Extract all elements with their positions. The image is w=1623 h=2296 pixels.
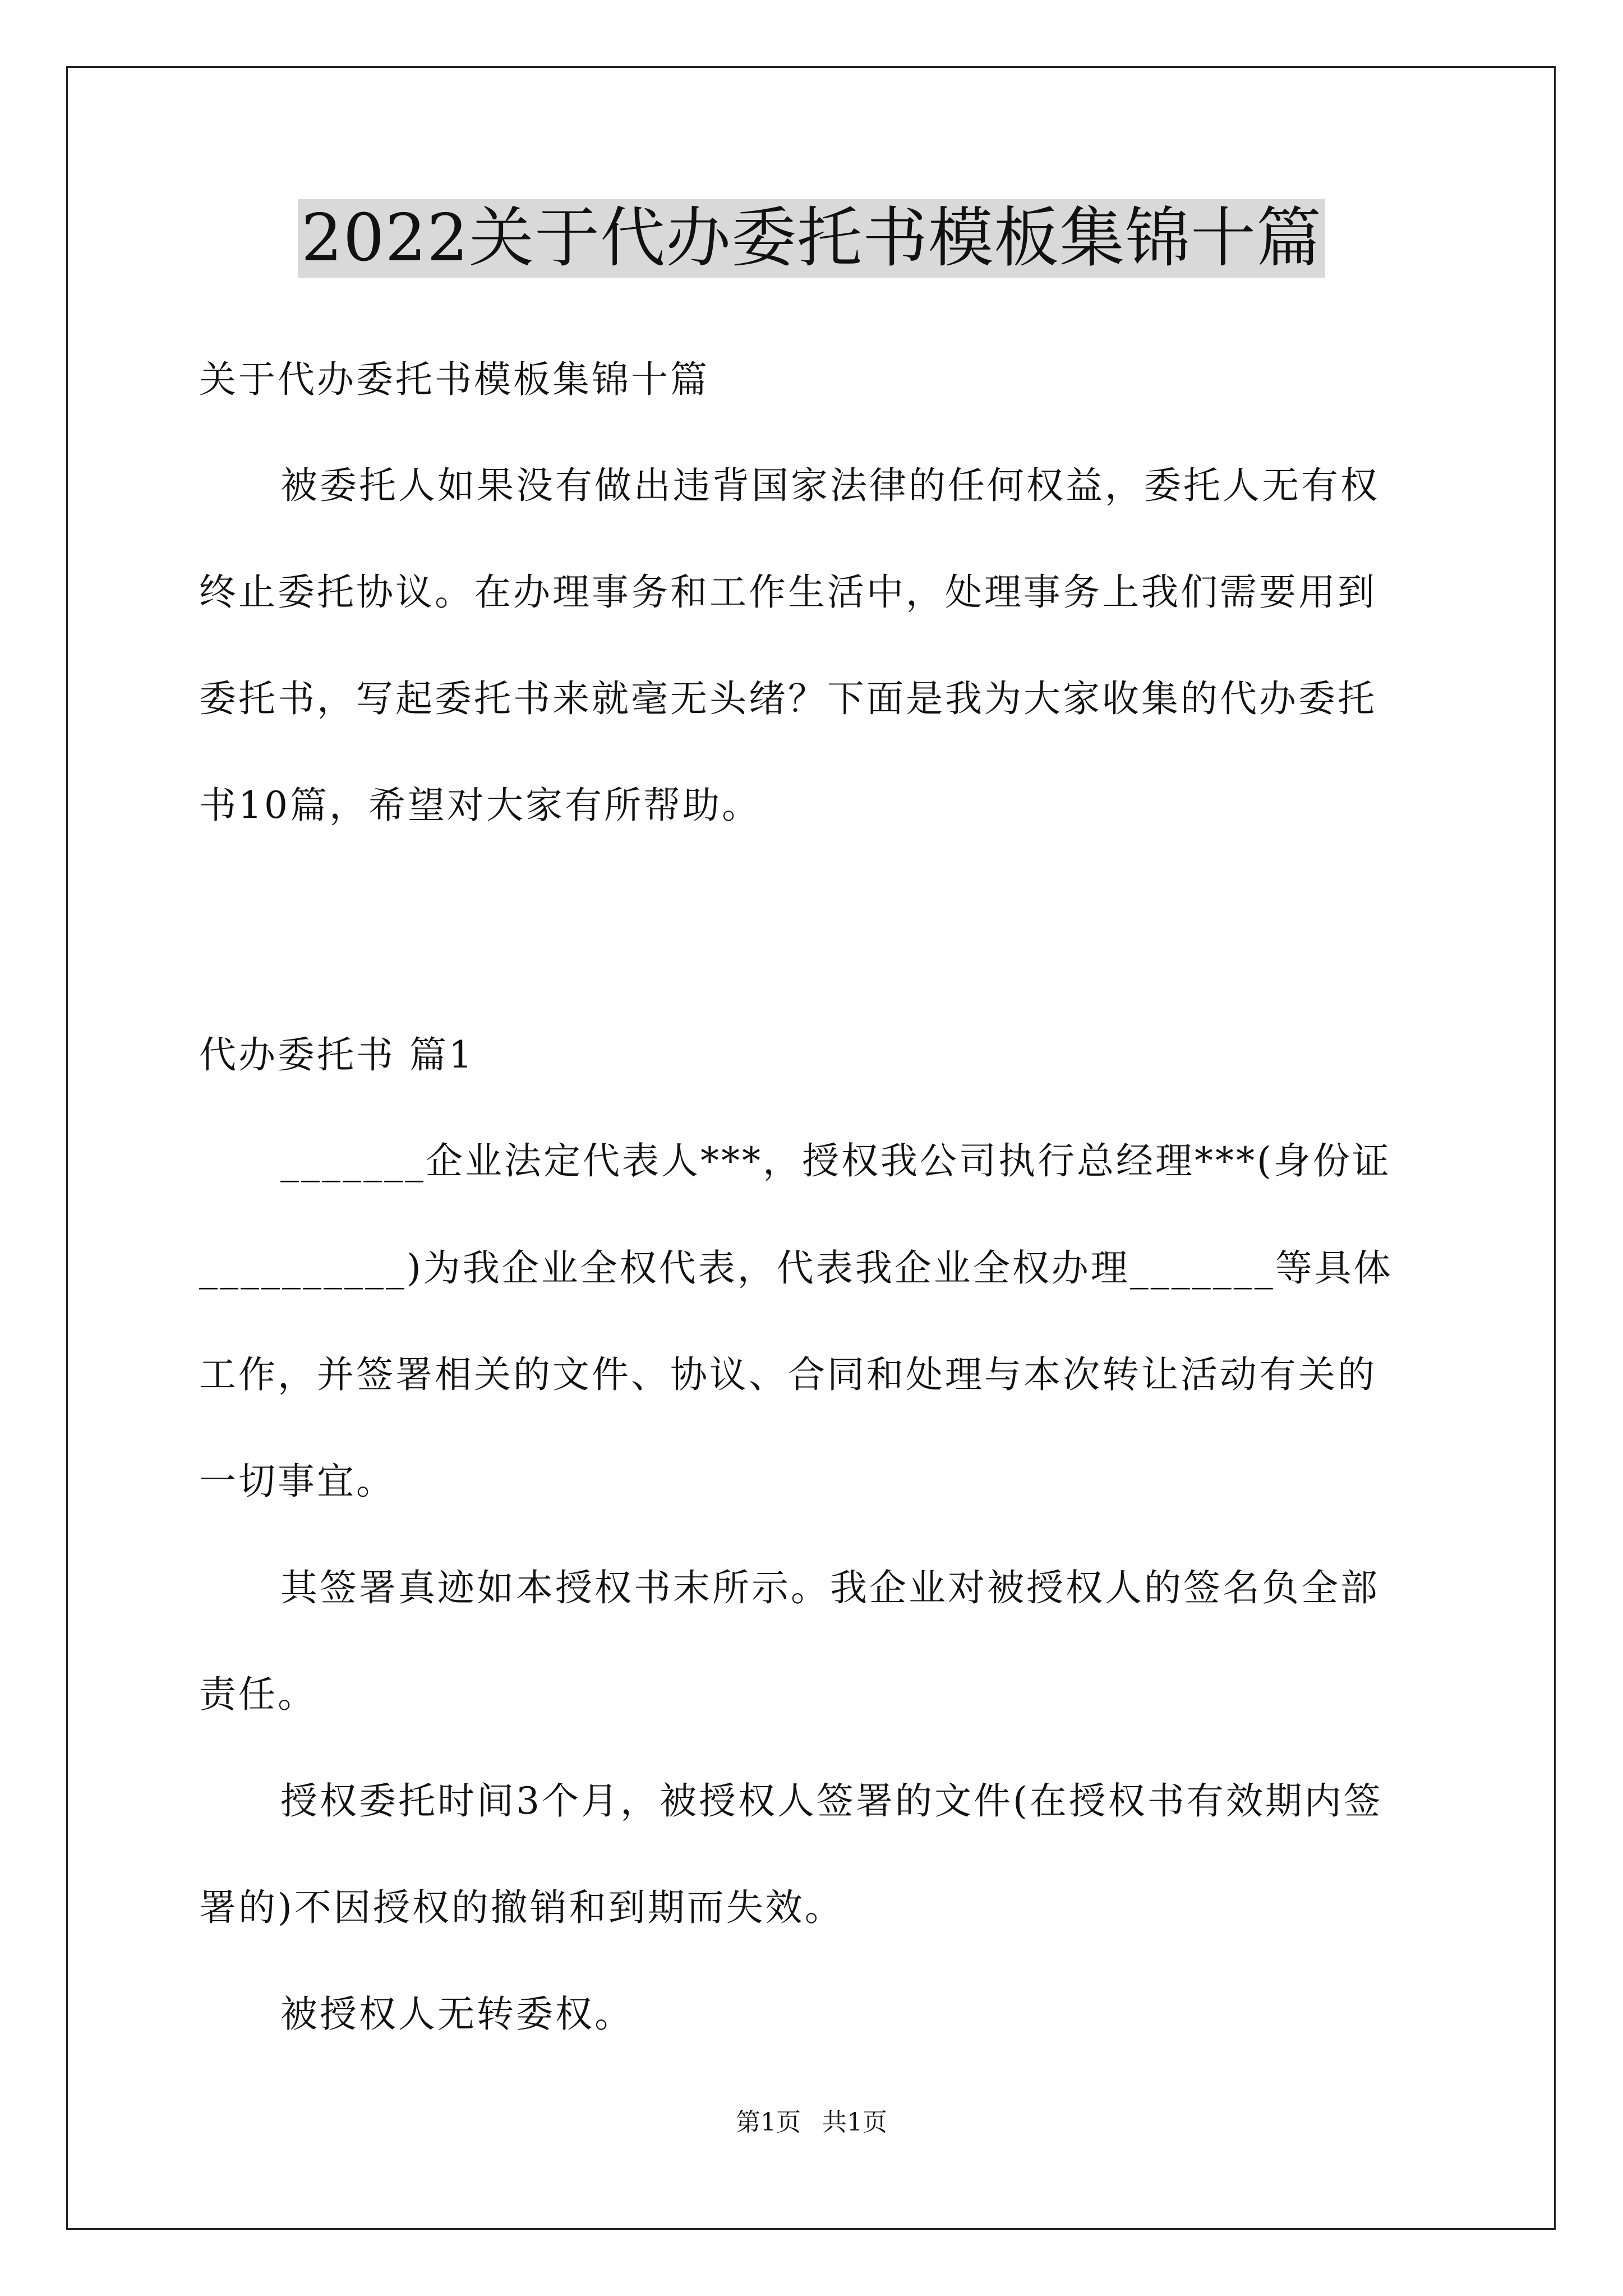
page-number: 第1页 — [736, 2108, 801, 2137]
paragraph-line: 被委托人如果没有做出违背国家法律的任何权益，委托人无有权 — [280, 464, 1380, 507]
section-heading: 代办委托书 篇1 — [199, 1033, 474, 1076]
paragraph-line: 书10篇，希望对大家有所帮助。 — [199, 784, 761, 827]
paragraph-line: 责任。 — [199, 1673, 317, 1716]
paragraph-line: 授权委托时间3个月，被授权人签署的文件(在授权书有效期内签 — [280, 1779, 1383, 1823]
paragraph-line: 被授权人无转委权。 — [280, 1993, 634, 2036]
paragraph-line: 一切事宜。 — [199, 1460, 395, 1503]
document-subtitle: 关于代办委托书模板集锦十篇 — [199, 358, 709, 401]
page-total: 共1页 — [822, 2108, 887, 2137]
paragraph-line: __________)为我企业全权代表，代表我企业全权办理_______等具体 — [199, 1246, 1393, 1290]
page-footer — [0, 2102, 1623, 2138]
paragraph-line: 委托书，写起委托书来就毫无头绪？下面是我为大家收集的代办委托 — [199, 677, 1377, 720]
document-title: 2022关于代办委托书模板集锦十篇 — [298, 199, 1325, 278]
paragraph-line: 署的)不因授权的撤销和到期而失效。 — [199, 1886, 844, 1929]
paragraph-line: _______企业法定代表人***，授权我公司执行总经理***(身份证 — [280, 1139, 1391, 1182]
paragraph-line: 工作，并签署相关的文件、协议、合同和处理与本次转让活动有关的 — [199, 1353, 1377, 1396]
paragraph-line: 终止委托协议。在办理事务和工作生活中，处理事务上我们需要用到 — [199, 570, 1377, 614]
title-container — [0, 199, 1623, 278]
paragraph-line: 其签署真迹如本授权书末所示。我企业对被授权人的签名负全部 — [280, 1566, 1380, 1609]
